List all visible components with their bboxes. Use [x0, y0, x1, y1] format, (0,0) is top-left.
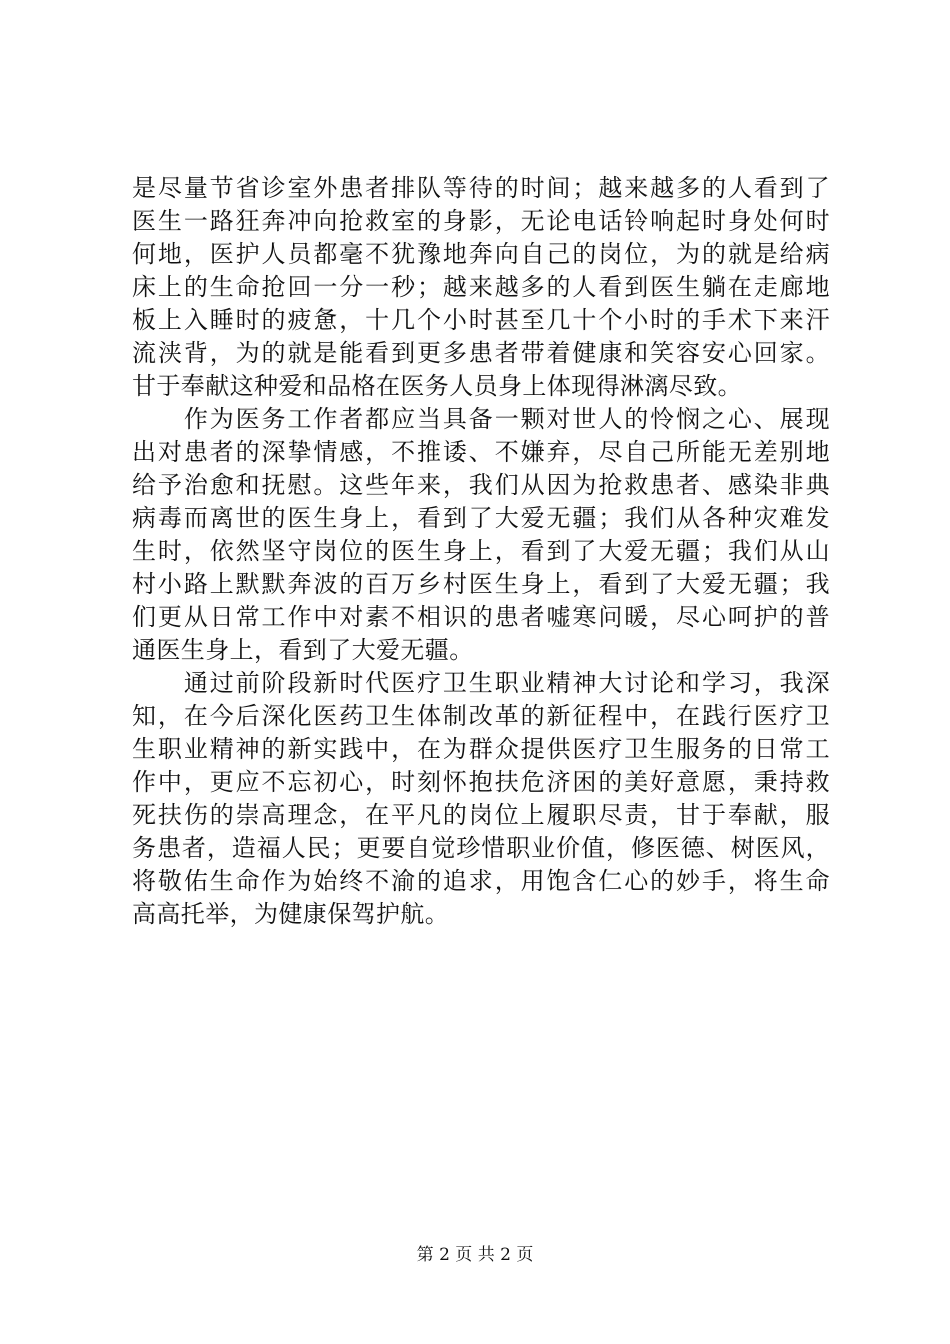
text-line: 给予治愈和抚慰。这些年来，我们从因为抢救患者、感染非典	[132, 471, 830, 499]
text-line: 医生一路狂奔冲向抢救室的身影，无论电话铃响起时身处何时	[132, 207, 830, 235]
text-line: 是尽量节省诊室外患者排队等待的时间；越来越多的人看到了	[132, 174, 830, 202]
text-line: 作为医务工作者都应当具备一颗对世人的怜悯之心、展现	[132, 405, 830, 433]
text-line: 出对患者的深挚情感，不推诿、不嫌弃，尽自己所能无差别地	[132, 438, 830, 466]
page-number-footer: 第 2 页 共 2 页	[416, 1245, 534, 1265]
text-line: 通过前阶段新时代医疗卫生职业精神大讨论和学习，我深	[132, 669, 830, 697]
text-line: 流浃背，为的就是能看到更多患者带着健康和笑容安心回家。	[132, 339, 830, 367]
text-line: 何地，医护人员都毫不犹豫地奔向自己的岗位，为的就是给病	[132, 240, 830, 268]
text-line: 们更从日常工作中对素不相识的患者嘘寒问暖，尽心呵护的普	[132, 603, 830, 631]
text-line: 生时，依然坚守岗位的医生身上，看到了大爱无疆；我们从山	[132, 537, 830, 565]
text-line: 死扶伤的崇高理念，在平凡的岗位上履职尽责，甘于奉献，服	[132, 801, 830, 829]
body-text	[132, 172, 830, 931]
text-line: 知，在今后深化医药卫生体制改革的新征程中，在践行医疗卫	[132, 702, 830, 730]
text-line: 通医生身上，看到了大爱无疆。	[132, 636, 474, 664]
text-line: 病毒而离世的医生身上，看到了大爱无疆；我们从各种灾难发	[132, 504, 830, 532]
text-line: 务患者，造福人民；更要自觉珍惜职业价值，修医德、树医风，	[132, 834, 830, 862]
text-line: 床上的生命抢回一分一秒；越来越多的人看到医生躺在走廊地	[132, 273, 830, 301]
text-line: 村小路上默默奔波的百万乡村医生身上，看到了大爱无疆；我	[132, 570, 830, 598]
text-line: 板上入睡时的疲惫，十几个小时甚至几十个小时的手术下来汗	[132, 306, 830, 334]
text-line: 甘于奉献这种爱和品格在医务人员身上体现得淋漓尽致。	[132, 372, 742, 400]
text-line: 生职业精神的新实践中，在为群众提供医疗卫生服务的日常工	[132, 735, 830, 763]
text-line: 高高托举，为健康保驾护航。	[132, 900, 450, 928]
text-line: 将敬佑生命作为始终不渝的追求，用饱含仁心的妙手，将生命	[132, 867, 830, 895]
text-line: 作中，更应不忘初心，时刻怀抱扶危济困的美好意愿，秉持救	[132, 768, 830, 796]
